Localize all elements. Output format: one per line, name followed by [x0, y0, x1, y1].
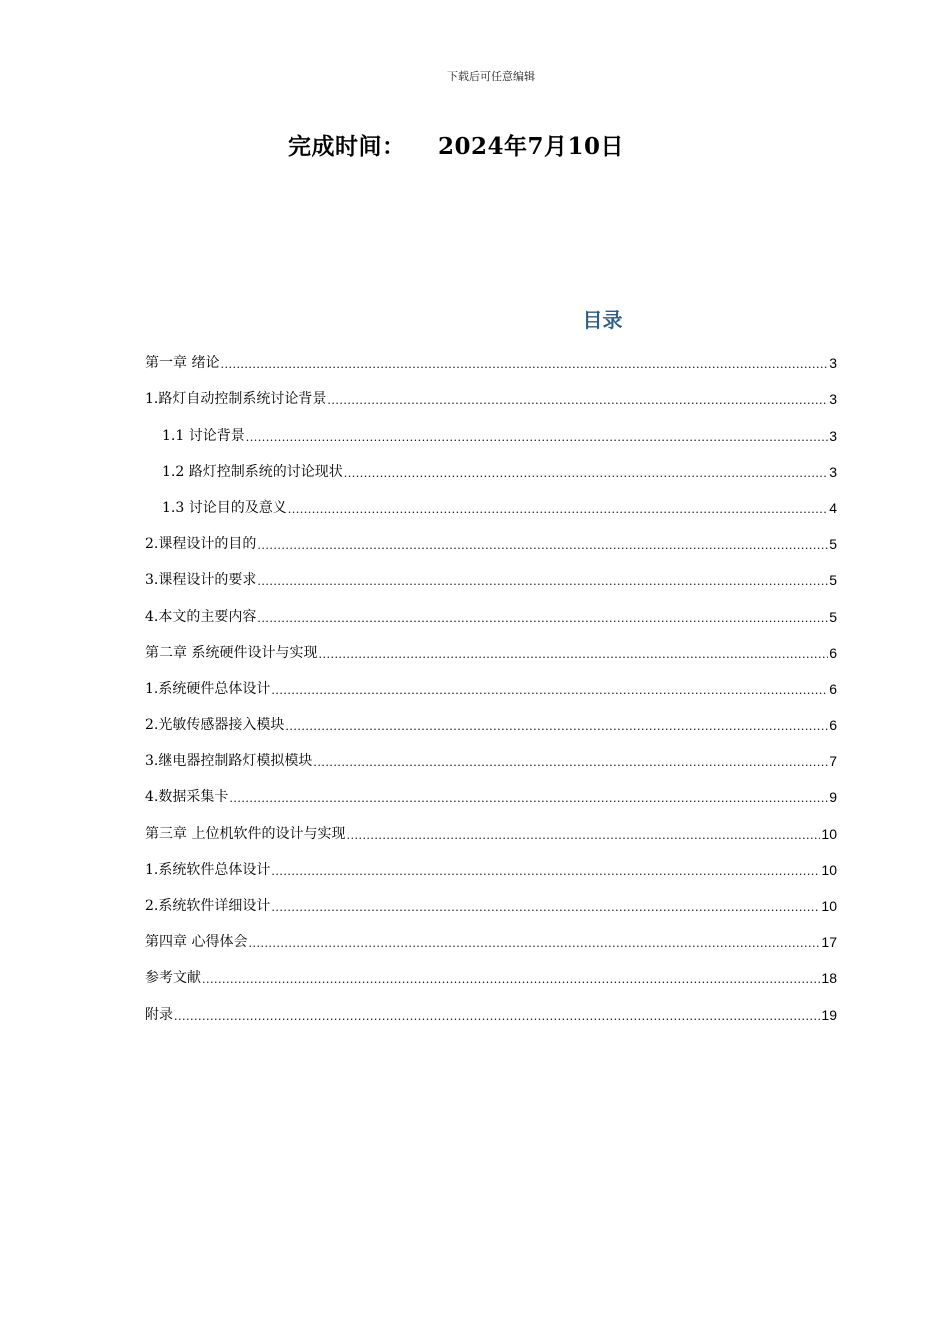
completion-label: 完成时间： — [288, 133, 406, 160]
toc-dot-leader — [257, 575, 828, 589]
toc-entry-page-number: 6 — [829, 644, 837, 661]
toc-entry-title: 4.本文的主要内容 — [145, 608, 257, 625]
toc-entry[interactable] — [145, 740, 837, 776]
toc-dot-leader — [174, 1010, 820, 1024]
toc-entry-page-number: 6 — [829, 717, 837, 734]
toc-entry[interactable] — [145, 885, 837, 921]
toc-dot-leader — [327, 394, 828, 408]
toc-entry[interactable] — [145, 668, 837, 704]
toc-entry[interactable] — [145, 632, 837, 668]
toc-dot-leader — [285, 720, 828, 734]
toc-entry-page-number: 19 — [821, 1006, 837, 1023]
toc-entry-page-number: 5 — [829, 572, 837, 589]
toc-entry-page-number: 10 — [821, 898, 837, 914]
toc-entry-title: 2.系统软件详细设计 — [145, 898, 271, 914]
toc-entry[interactable] — [145, 849, 837, 885]
toc-entry-title: 1.系统软件总体设计 — [145, 861, 271, 878]
toc-entry-title: 4.数据采集卡 — [145, 789, 229, 806]
toc-entry-page-number: 17 — [821, 934, 837, 951]
toc-entry[interactable] — [145, 559, 837, 595]
toc-entry-title: 第二章 系统硬件设计与实现 — [145, 644, 318, 661]
table-of-contents — [145, 342, 837, 1030]
toc-dot-leader — [271, 865, 820, 879]
toc-entry-page-number: 10 — [821, 861, 837, 878]
completion-date: 2024年7月10日 — [438, 133, 625, 160]
toc-entry-page-number: 3 — [829, 427, 837, 444]
toc-dot-leader — [344, 467, 828, 481]
toc-entry[interactable] — [145, 414, 837, 450]
toc-entry-page-number: 3 — [829, 355, 837, 372]
toc-entry-page-number: 18 — [821, 970, 837, 987]
header-note: 下载后可任意编辑 — [447, 70, 535, 83]
toc-entry-title: 3.课程设计的要求 — [145, 572, 257, 589]
toc-entry[interactable] — [145, 378, 837, 414]
toc-dot-leader — [257, 539, 828, 553]
toc-dot-leader — [271, 684, 828, 698]
toc-dot-leader — [346, 829, 820, 843]
toc-entry-title: 第四章 心得体会 — [145, 934, 248, 951]
toc-entry-title: 2.课程设计的目的 — [145, 536, 257, 553]
toc-entry-title: 1.1 讨论背景 — [162, 427, 245, 444]
completion-date-line — [288, 128, 624, 161]
toc-title: 目录 — [582, 308, 623, 332]
toc-entry-page-number: 4 — [829, 499, 837, 516]
toc-dot-leader — [248, 937, 820, 951]
toc-dot-leader — [318, 648, 828, 662]
toc-dot-leader — [288, 503, 828, 517]
toc-entry-title: 1.路灯自动控制系统讨论背景 — [145, 391, 327, 408]
toc-entry-title: 参考文献 — [145, 970, 201, 987]
toc-entry-page-number: 7 — [829, 753, 837, 770]
toc-entry[interactable] — [145, 776, 837, 812]
toc-dot-leader — [220, 358, 828, 372]
toc-entry-page-number: 6 — [829, 680, 837, 697]
toc-entry[interactable] — [145, 921, 837, 957]
toc-entry-page-number: 3 — [829, 391, 837, 408]
toc-entry-title: 2.光敏传感器接入模块 — [145, 717, 285, 734]
toc-entry-title: 1.系统硬件总体设计 — [145, 680, 271, 697]
toc-entry[interactable] — [145, 451, 837, 487]
toc-entry[interactable] — [145, 523, 837, 559]
toc-entry-title: 第一章 绪论 — [145, 355, 220, 372]
toc-entry[interactable] — [145, 487, 837, 523]
toc-entry-title: 第三章 上位机软件的设计与实现 — [145, 825, 346, 842]
toc-entry-title: 附录 — [145, 1006, 173, 1023]
toc-entry[interactable] — [145, 595, 837, 631]
toc-entry[interactable] — [145, 957, 837, 993]
toc-entry-page-number: 5 — [829, 536, 837, 553]
toc-dot-leader — [271, 901, 820, 915]
toc-entry-page-number: 9 — [829, 789, 837, 806]
toc-dot-leader — [257, 612, 828, 626]
toc-entry-page-number: 10 — [821, 825, 837, 842]
toc-entry-page-number: 5 — [829, 608, 837, 625]
toc-dot-leader — [229, 792, 828, 806]
toc-entry[interactable] — [145, 993, 837, 1029]
toc-entry-title: 1.2 路灯控制系统的讨论现状 — [162, 463, 343, 480]
toc-entry[interactable] — [145, 342, 837, 378]
toc-dot-leader — [246, 431, 828, 445]
toc-entry-title: 3.继电器控制路灯模拟模块 — [145, 753, 313, 770]
toc-dot-leader — [202, 973, 820, 987]
toc-entry-title: 1.3 讨论目的及意义 — [162, 499, 287, 516]
toc-entry-page-number: 3 — [829, 463, 837, 480]
toc-entry[interactable] — [145, 704, 837, 740]
toc-entry[interactable] — [145, 812, 837, 848]
toc-dot-leader — [313, 756, 828, 770]
